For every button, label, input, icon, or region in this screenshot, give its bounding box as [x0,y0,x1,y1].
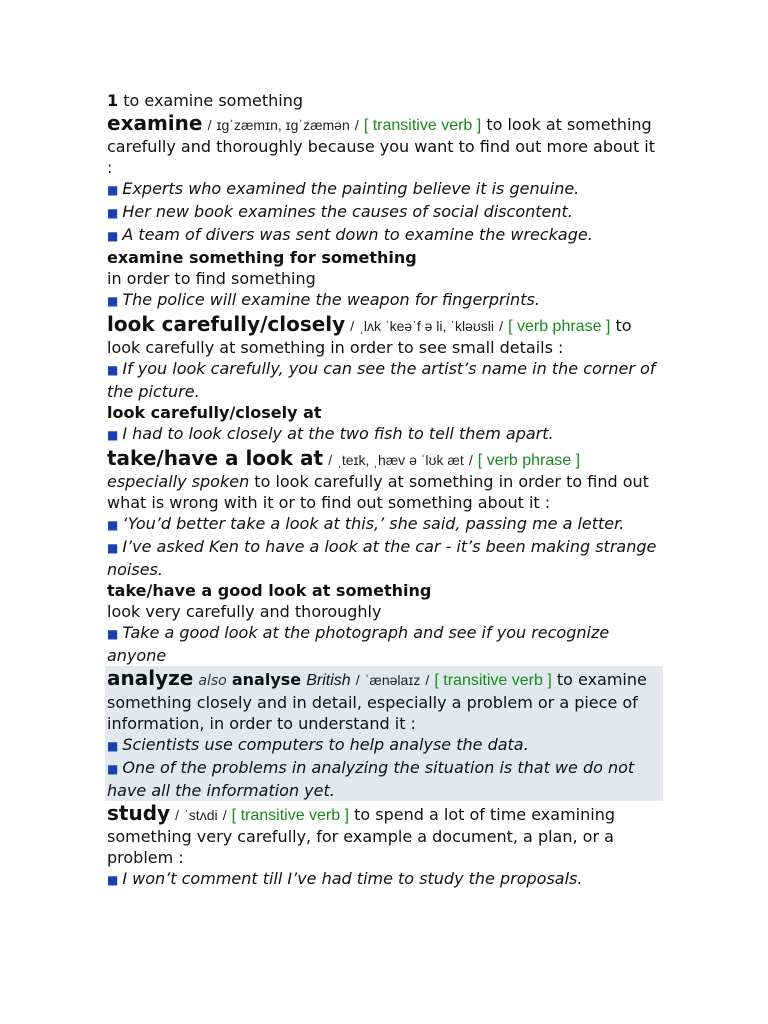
example: ■ I won’t comment till I’ve had time to study the proposals. [107,869,583,888]
bullet-icon: ■ [107,739,119,753]
bullet-icon: ■ [107,518,119,532]
definition: to look at something carefully and thoroughly because you want to find out more about it : [107,115,656,177]
phrase-title: look carefully/closely at [107,403,322,422]
entry-examine [107,111,663,178]
entry-take-a-look-at [107,446,663,513]
example: ■ Take a good look at the photograph and see if you recognize anyone [107,623,610,665]
pron-slash: / [207,117,212,133]
headword: take/have a look at [107,446,324,470]
grammar-label: [ transitive verb ] [434,672,552,689]
sense-number: 1 [107,91,119,110]
highlighted-entry [105,666,663,801]
pronunciation: ˌlʌk ˈkeəˈf ə li, ˈkləʊsli [359,318,495,334]
phrase-title: take/have a good look at something [107,581,432,600]
bullet-icon: ■ [107,428,119,442]
pron-slash: / [175,807,180,823]
dictionary-page [107,90,663,891]
example: ■ Her new book examines the causes of social discontent. [107,202,573,221]
pron-slash: / [468,452,473,468]
pron-slash: / [355,672,360,688]
phrase-definition: look very carefully and thoroughly [107,602,382,621]
bullet-icon: ■ [107,183,119,197]
grammar-label: [ verb phrase ] [508,318,611,335]
headword: examine [107,111,203,135]
bullet-icon: ■ [107,229,119,243]
example: ■ I’ve asked Ken to have a look at the car - it’s been making strange noises. [107,537,657,579]
phrase-title: examine something for something [107,248,417,267]
region-label: British [306,672,351,689]
entry-look-carefully [107,312,663,358]
register-label: especially spoken [107,472,250,491]
bullet-icon: ■ [107,627,119,641]
bullet-icon: ■ [107,363,119,377]
definition: to examine something closely and in detail, especially a problem or a piece of information, in order to understand it : [107,670,647,733]
example: ■ ‘You’d better take a look at this,’ she said, passing me a letter. [107,514,625,533]
definition: to spend a lot of time examining something very carefully, for example a document, a plan, or a problem : [107,805,615,867]
entry-analyze [107,666,663,734]
example: ■ If you look carefully, you can see the artist’s name in the corner of the picture. [107,359,656,401]
grammar-label: [ verb phrase ] [477,452,581,469]
sense-text: to examine something [123,91,304,110]
definition: to look carefully at something in order to find out what is wrong with it or to find out something about it : [107,472,649,512]
pron-slash: / [425,672,430,688]
bullet-icon: ■ [107,541,119,555]
sense-intro [107,90,663,111]
pronunciation: ɪɡˈzæmɪn, ɪɡˈzæmən [216,117,350,133]
example: ■ One of the problems in analyzing the situation is that we do not have all the information yet. [107,758,635,800]
pronunciation: ˈstʌdi [184,807,218,823]
example: ■ Experts who examined the painting believe it is genuine. [107,179,580,198]
bullet-icon: ■ [107,206,119,220]
pron-slash: / [499,318,503,334]
pron-slash: / [222,807,227,823]
example: ■ The police will examine the weapon for fingerprints. [107,290,540,309]
example: ■ Scientists use computers to help analyse the data. [107,735,529,754]
bullet-icon: ■ [107,762,119,776]
also-label: also [198,673,227,689]
alternative-spelling: analyse [231,670,302,689]
pron-slash: / [354,117,359,133]
headword: look carefully/closely [107,312,346,336]
bullet-icon: ■ [107,873,119,887]
example: ■ I had to look closely at the two fish to tell them apart. [107,424,554,443]
pronunciation: ˌteɪk, ˌhæv ə ˈlʊk æt [337,452,464,468]
entry-study [107,801,663,868]
pronunciation: ˈænəlaɪz [364,672,421,688]
headword: study [107,801,171,825]
phrase-definition: in order to find something [107,269,316,288]
definition: to look carefully at something in order to see small details : [107,316,632,357]
headword: analyze [107,666,194,690]
grammar-label: [ transitive verb ] [231,807,350,824]
pron-slash: / [350,318,355,334]
grammar-label: [ transitive verb ] [363,117,482,134]
pron-slash: / [328,452,333,468]
bullet-icon: ■ [107,294,119,308]
example: ■ A team of divers was sent down to examine the wreckage. [107,225,593,244]
